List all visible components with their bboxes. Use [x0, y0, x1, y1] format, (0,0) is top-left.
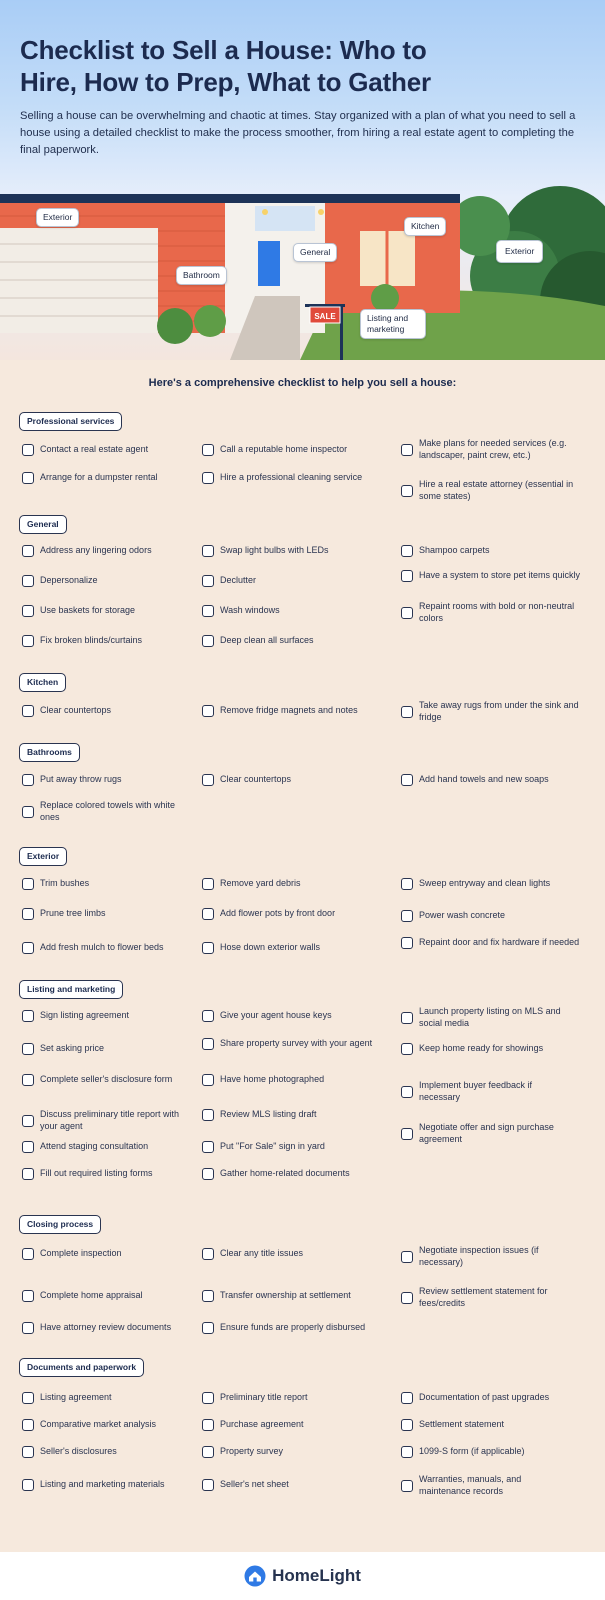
brand-name: HomeLight: [272, 1566, 361, 1585]
checkbox[interactable]: [202, 908, 214, 920]
section-title-exterior: Exterior: [19, 847, 67, 866]
hero-banner: [0, 0, 605, 360]
checklist-item[interactable]: Swap light bulbs with LEDs: [202, 545, 387, 557]
section-title-closing-process: Closing process: [19, 1215, 101, 1234]
checkbox[interactable]: [22, 444, 34, 456]
checkbox[interactable]: [401, 1392, 413, 1404]
checkbox[interactable]: [202, 878, 214, 890]
checklist-item[interactable]: Transfer ownership at settlement: [202, 1290, 387, 1302]
checkbox[interactable]: [22, 1010, 34, 1022]
checklist-item[interactable]: Warranties, manuals, and maintenance records: [401, 1474, 586, 1497]
checkbox[interactable]: [401, 706, 413, 718]
checkbox[interactable]: [401, 1128, 413, 1140]
homelight-logo-icon: [244, 1565, 266, 1587]
checklist-item[interactable]: Listing and marketing materials: [22, 1479, 207, 1491]
checkbox[interactable]: [401, 485, 413, 497]
checkbox[interactable]: [22, 1290, 34, 1302]
checkbox[interactable]: [202, 1109, 214, 1121]
checkbox[interactable]: [401, 1292, 413, 1304]
scene-label-general: General: [293, 243, 337, 262]
checklist-item[interactable]: Documentation of past upgrades: [401, 1392, 586, 1404]
checklist-item[interactable]: Repaint rooms with bold or non-neutral colors: [401, 601, 586, 624]
checklist-item[interactable]: Contact a real estate agent: [22, 444, 207, 456]
checkbox[interactable]: [202, 1392, 214, 1404]
checklist-item[interactable]: Clear any title issues: [202, 1248, 387, 1260]
checkbox[interactable]: [22, 1479, 34, 1491]
checklist-item[interactable]: Declutter: [202, 575, 387, 587]
checkbox[interactable]: [22, 472, 34, 484]
checkbox[interactable]: [22, 1322, 34, 1334]
checkbox[interactable]: [202, 1074, 214, 1086]
checklist-item[interactable]: Add hand towels and new soaps: [401, 774, 586, 786]
checklist-item[interactable]: Set asking price: [22, 1043, 207, 1055]
checklist-item[interactable]: Have attorney review documents: [22, 1322, 207, 1334]
checklist-item[interactable]: Seller's disclosures: [22, 1446, 207, 1458]
checkbox[interactable]: [401, 1086, 413, 1098]
checkbox[interactable]: [202, 774, 214, 786]
section-title-documents-paperwork: Documents and paperwork: [19, 1358, 144, 1377]
checklist-item[interactable]: Negotiate inspection issues (if necessary): [401, 1245, 586, 1268]
checkbox[interactable]: [202, 575, 214, 587]
checkbox[interactable]: [202, 1419, 214, 1431]
checklist-item[interactable]: Listing agreement: [22, 1392, 207, 1404]
checklist-item[interactable]: Sweep entryway and clean lights: [401, 878, 586, 890]
checkbox[interactable]: [202, 545, 214, 557]
checkbox[interactable]: [401, 1251, 413, 1263]
section-title-listing-marketing: Listing and marketing: [19, 980, 123, 999]
checklist-item[interactable]: Implement buyer feedback if necessary: [401, 1080, 586, 1103]
checkbox[interactable]: [401, 910, 413, 922]
house-illustration: [0, 186, 605, 360]
checkbox[interactable]: [22, 1392, 34, 1404]
checklist-item[interactable]: Keep home ready for showings: [401, 1043, 586, 1055]
checklist-item[interactable]: Prune tree limbs: [22, 908, 207, 920]
section-title-professional-services: Professional services: [19, 412, 122, 431]
checklist-item[interactable]: Ensure funds are properly disbursed: [202, 1322, 387, 1334]
checklist-item[interactable]: Hire a professional cleaning service: [202, 472, 387, 484]
checkbox[interactable]: [401, 1480, 413, 1492]
checkbox[interactable]: [22, 1168, 34, 1180]
checkbox[interactable]: [401, 937, 413, 949]
checkbox[interactable]: [202, 1248, 214, 1260]
checkbox[interactable]: [401, 1419, 413, 1431]
scene-label-kitchen: Kitchen: [404, 217, 446, 236]
checklist-item[interactable]: Address any lingering odors: [22, 545, 207, 557]
checklist-item[interactable]: Shampoo carpets: [401, 545, 586, 557]
checkbox[interactable]: [401, 545, 413, 557]
checkbox[interactable]: [401, 1012, 413, 1024]
checklist-item[interactable]: Remove fridge magnets and notes: [202, 705, 387, 717]
sale-sign-text: SALE: [314, 312, 336, 321]
section-title-bathrooms: Bathrooms: [19, 743, 80, 762]
footer: [0, 1552, 605, 1600]
checkbox[interactable]: [401, 1043, 413, 1055]
section-title-kitchen: Kitchen: [19, 673, 66, 692]
checklist-item[interactable]: Gather home-related documents: [202, 1168, 387, 1180]
checkbox[interactable]: [202, 1010, 214, 1022]
checkbox[interactable]: [22, 605, 34, 617]
checklist-item[interactable]: 1099-S form (if applicable): [401, 1446, 586, 1458]
checklist-item[interactable]: Hose down exterior walls: [202, 942, 387, 954]
checklist-item[interactable]: Complete seller's disclosure form: [22, 1074, 207, 1086]
checklist-item[interactable]: Seller's net sheet: [202, 1479, 387, 1491]
checklist-item[interactable]: Fix broken blinds/curtains: [22, 635, 207, 647]
checkbox[interactable]: [22, 806, 34, 818]
checklist-item[interactable]: Review settlement statement for fees/credits: [401, 1286, 586, 1309]
checkbox[interactable]: [22, 878, 34, 890]
checklist-item[interactable]: Launch property listing on MLS and social media: [401, 1006, 586, 1029]
checkbox[interactable]: [202, 1141, 214, 1153]
checklist-item[interactable]: Replace colored towels with white ones: [22, 800, 207, 823]
checklist-item[interactable]: Power wash concrete: [401, 910, 586, 922]
checkbox[interactable]: [22, 1074, 34, 1086]
checklist-subtitle: Here's a comprehensive checklist to help you sell a house:: [148, 377, 457, 389]
checkbox[interactable]: [22, 635, 34, 647]
checkbox[interactable]: [202, 1168, 214, 1180]
checkbox[interactable]: [202, 472, 214, 484]
checklist-item[interactable]: Deep clean all surfaces: [202, 635, 387, 647]
checklist-item[interactable]: Put "For Sale" sign in yard: [202, 1141, 387, 1153]
checkbox[interactable]: [22, 1115, 34, 1127]
checklist-item[interactable]: Trim bushes: [22, 878, 207, 890]
checklist-item[interactable]: Give your agent house keys: [202, 1010, 387, 1022]
checkbox[interactable]: [401, 607, 413, 619]
checklist-item[interactable]: Fill out required listing forms: [22, 1168, 207, 1180]
checkbox[interactable]: [202, 1038, 214, 1050]
checkbox[interactable]: [22, 575, 34, 587]
checklist-item[interactable]: Sign listing agreement: [22, 1010, 207, 1022]
checkbox[interactable]: [202, 942, 214, 954]
checkbox[interactable]: [22, 774, 34, 786]
checklist-item[interactable]: Attend staging consultation: [22, 1141, 207, 1153]
checkbox[interactable]: [401, 774, 413, 786]
checkbox[interactable]: [202, 1290, 214, 1302]
checkbox[interactable]: [202, 605, 214, 617]
checklist-item[interactable]: Put away throw rugs: [22, 774, 207, 786]
checklist-item[interactable]: Depersonalize: [22, 575, 207, 587]
checklist-item[interactable]: Complete inspection: [22, 1248, 207, 1260]
scene-label-exterior-right: Exterior: [496, 240, 543, 263]
checklist-item[interactable]: Settlement statement: [401, 1419, 586, 1431]
checkbox[interactable]: [202, 1479, 214, 1491]
section-title-general: General: [19, 515, 67, 534]
checklist-item[interactable]: Have home photographed: [202, 1074, 387, 1086]
checklist-item[interactable]: Call a reputable home inspector: [202, 444, 387, 456]
checkbox[interactable]: [22, 545, 34, 557]
checklist-item[interactable]: Discuss preliminary title report with your agent: [22, 1109, 207, 1132]
checklist-area: [0, 360, 605, 1552]
checkbox[interactable]: [401, 1446, 413, 1458]
checklist-item[interactable]: Clear countertops: [202, 774, 387, 786]
checklist-item[interactable]: Negotiate offer and sign purchase agreement: [401, 1122, 586, 1145]
checkbox[interactable]: [202, 705, 214, 717]
checkbox[interactable]: [22, 908, 34, 920]
checkbox[interactable]: [202, 444, 214, 456]
checklist-item[interactable]: Share property survey with your agent: [202, 1038, 387, 1050]
checkbox[interactable]: [22, 1248, 34, 1260]
checklist-item[interactable]: Make plans for needed services (e.g. landscaper, paint crew, etc.): [401, 438, 586, 461]
checkbox[interactable]: [401, 570, 413, 582]
checkbox[interactable]: [22, 942, 34, 954]
intro-text: Selling a house can be overwhelming and chaotic at times. Stay organized with a plan of what you need to sell a house using a detailed checklist to make the process smoother, from hiring a real estate agent to completing the final paperwork.: [20, 110, 576, 156]
checkbox[interactable]: [202, 1446, 214, 1458]
checklist-item[interactable]: Preliminary title report: [202, 1392, 387, 1404]
checklist-item[interactable]: Comparative market analysis: [22, 1419, 207, 1431]
checklist-item[interactable]: Wash windows: [202, 605, 387, 617]
checkbox[interactable]: [401, 444, 413, 456]
checklist-item[interactable]: Remove yard debris: [202, 878, 387, 890]
checkbox[interactable]: [22, 1446, 34, 1458]
checklist-item[interactable]: Add fresh mulch to flower beds: [22, 942, 207, 954]
checkbox[interactable]: [22, 1141, 34, 1153]
scene-label-listing: Listing and marketing: [360, 309, 426, 339]
checklist-item[interactable]: Hire a real estate attorney (essential in some states): [401, 479, 586, 502]
checklist-item[interactable]: Property survey: [202, 1446, 387, 1458]
checkbox[interactable]: [202, 635, 214, 647]
checkbox[interactable]: [202, 1322, 214, 1334]
scene-label-exterior-left: Exterior: [36, 208, 79, 227]
checkbox[interactable]: [22, 1419, 34, 1431]
checklist-item[interactable]: Arrange for a dumpster rental: [22, 472, 207, 484]
checkbox[interactable]: [22, 1043, 34, 1055]
checklist-item[interactable]: Have a system to store pet items quickly: [401, 570, 586, 582]
checklist-item[interactable]: Purchase agreement: [202, 1419, 387, 1431]
checkbox[interactable]: [22, 705, 34, 717]
checklist-item[interactable]: Use baskets for storage: [22, 605, 207, 617]
checkbox[interactable]: [401, 878, 413, 890]
checklist-item[interactable]: Take away rugs from under the sink and fridge: [401, 700, 586, 723]
checklist-item[interactable]: Repaint door and fix hardware if needed: [401, 937, 586, 949]
checklist-item[interactable]: Clear countertops: [22, 705, 207, 717]
checklist-item[interactable]: Add flower pots by front door: [202, 908, 387, 920]
page-title: Checklist to Sell a House: Who to Hire, How to Prep, What to Gather: [20, 35, 431, 97]
scene-label-bathroom: Bathroom: [176, 266, 227, 285]
checklist-item[interactable]: Review MLS listing draft: [202, 1109, 387, 1121]
checklist-item[interactable]: Complete home appraisal: [22, 1290, 207, 1302]
